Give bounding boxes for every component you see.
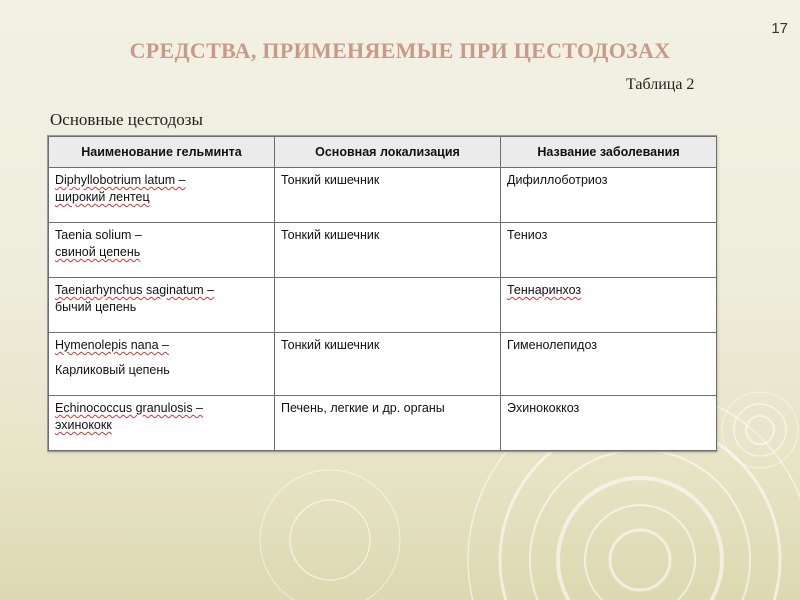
helminth-common-name: бычий цепень (55, 300, 137, 314)
cell-localization: Печень, легкие и др. органы (275, 396, 501, 451)
table-row (49, 278, 717, 333)
cell-helminth (49, 168, 275, 223)
table-row (49, 168, 717, 223)
helminth-latin-name: Hymenolepis nana – (55, 338, 169, 352)
table-subtitle: Основные цестодозы (50, 110, 203, 129)
table-header-row (49, 137, 717, 168)
table-row (49, 333, 717, 396)
cell-localization: Тонкий кишечник (275, 223, 501, 278)
cell-disease: Гименолепидоз (501, 333, 717, 396)
cell-disease: Тениоз (501, 223, 717, 278)
cell-localization: Тонкий кишечник (275, 333, 501, 396)
cell-disease: Дифиллоботриоз (501, 168, 717, 223)
slide-title: СРЕДСТВА, ПРИМЕНЯЕМЫЕ ПРИ ЦЕСТОДОЗАХ (129, 38, 671, 63)
helminth-latin-name: Echinococcus granulosis – (55, 401, 203, 415)
cell-helminth (49, 396, 275, 451)
header-localization: Основная локализация (275, 137, 501, 168)
cell-localization (275, 278, 501, 333)
cell-helminth (49, 223, 275, 278)
cell-disease: Теннаринхоз (501, 278, 717, 333)
cell-disease: Эхинококкоз (501, 396, 717, 451)
cestodoses-table (47, 135, 717, 452)
table-row (49, 223, 717, 278)
helminth-latin-name: Diphyllobotrium latum – (55, 173, 186, 187)
helminth-common-name: свиной цепень (55, 245, 141, 259)
helminth-latin-name: Taenia solium – (55, 228, 142, 242)
cell-localization: Тонкий кишечник (275, 168, 501, 223)
table-row (49, 396, 717, 451)
helminth-common-name: широкий лентец (55, 190, 150, 204)
header-disease: Название заболевания (501, 137, 717, 168)
helminth-latin-name: Taeniarhynchus saginatum – (55, 283, 215, 297)
helminth-common-name: эхинококк (55, 418, 112, 432)
page-number: 17 (771, 20, 788, 37)
header-helminth: Наименование гельминта (49, 137, 275, 168)
cell-helminth (49, 333, 275, 396)
table-caption: Таблица 2 (626, 76, 695, 93)
helminth-common-name: Карликовый цепень (55, 363, 170, 377)
cell-helminth (49, 278, 275, 333)
